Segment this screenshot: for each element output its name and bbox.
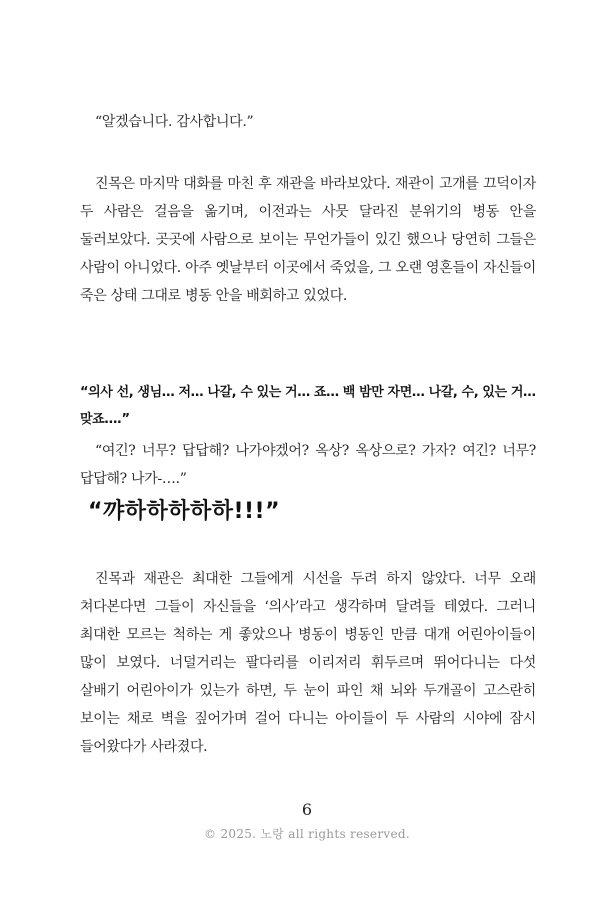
dialogue-thanks: “알겠습니다. 감사합니다.” xyxy=(95,114,254,130)
ghost-dialogue-2: “여긴? 너무? 답답해? 나가야겠어? 옥상? 옥상으로? 가자? 여긴? 너무? 답답해? 나가-….” xyxy=(80,443,536,487)
ghost-dialogue-1: “의사 선, 생님… 저… 나갈, 수 있는 거… 죠… 백 밤만 자면… 나갈, 수, 있는 거… 맞죠….” xyxy=(80,385,536,427)
narration-paragraph-2: 진목과 재관은 최대한 그들에게 시선을 두려 하지 않았다. 너무 오래 쳐다본다면 그들이 자신들을 ‘의사’라고 생각하며 달려들 테였다. 그러니 최대한 모르는 척하는 게 좋았으나 병동이 병동인 만큼 대개 어린아이들이 많이 보였다. 너덜거리는 팔다리를 이리저리 휘두르며 뛰어다니는 다섯 살배기 어린아이가 있는가 하면, 두 눈이 파인 채 뇌와 두개골이 고스란히 보이는 채로 벽을 짚어가며 걸어 다니는 아이들이 두 사람의 시야에 잠시 들어왔다가 사라졌다. xyxy=(80,571,536,755)
page-number: 6 xyxy=(301,800,313,819)
narration-paragraph-1: 진목은 마지막 대화를 마친 후 재관을 바라보았다. 재관이 고개를 끄덕이자 두 사람은 걸음을 옮기며, 이전과는 사뭇 달라진 분위기의 병동 안을 둘러보았다. 곳곳에 사람으로 보이는 무언가들이 있긴 했으나 당연히 그들은 사람이 아니었다. 아주 옛날부터 이곳에서 죽었을, 그 오랜 영혼들이 자신들이 죽은 상태 그대로 병동 안을 배회하고 있었다. xyxy=(80,176,536,304)
copyright-notice: © 2025. 노랑 all rights reserved. xyxy=(204,827,410,841)
ghost-scream: “꺄하하하하하!!!” xyxy=(88,499,281,524)
